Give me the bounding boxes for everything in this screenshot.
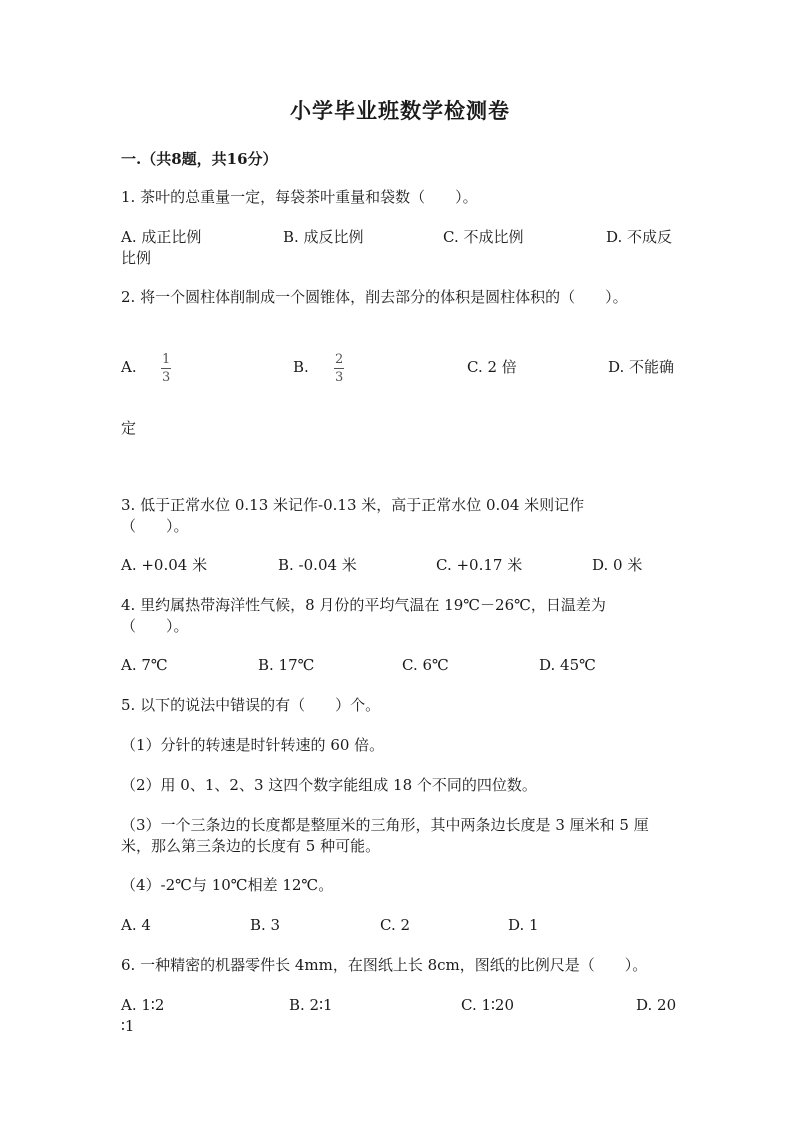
fraction-denominator: 3 — [335, 370, 344, 385]
question-4-option-c[interactable]: C. 6℃ — [402, 656, 449, 674]
question-2-option-c[interactable]: C. 2 倍 — [467, 358, 517, 376]
question-4-stem: 4. 里约属热带海洋性气候，8 月份的平均气温在 19℃－26℃，日温差为 — [121, 596, 606, 614]
question-1-option-b[interactable]: B. 成反比例 — [283, 228, 364, 246]
question-6-option-d[interactable]: D. 20 — [636, 996, 677, 1014]
question-5-statement-1: （1）分针的转速是时针转速的 60 倍。 — [121, 736, 385, 754]
question-2-option-d-wrap: 定 — [121, 419, 137, 437]
question-1-option-d[interactable]: D. 不成反 — [606, 228, 673, 246]
question-3-option-a[interactable]: A. +0.04 米 — [121, 556, 208, 574]
question-2-option-b[interactable]: B. — [293, 358, 309, 376]
question-5-statement-2: （2）用 0、1、2、3 这四个数字能组成 18 个不同的四位数。 — [121, 776, 537, 794]
fraction-numerator: 1 — [162, 352, 171, 367]
question-3-stem-wrap: （ ）。 — [121, 517, 189, 535]
fraction-numerator: 2 — [335, 352, 344, 367]
question-2-option-a-fraction — [161, 353, 171, 384]
question-1-stem: 1. 茶叶的总重量一定，每袋茶叶重量和袋数（ ）。 — [121, 188, 478, 206]
question-3-stem: 3. 低于正常水位 0.13 米记作-0.13 米，高于正常水位 0.04 米则记作 — [121, 496, 585, 514]
question-3-option-d[interactable]: D. 0 米 — [592, 556, 643, 574]
question-5-statement-3-wrap: 米，那么第三条边的长度有 5 种可能。 — [121, 837, 381, 855]
fraction-denominator: 3 — [162, 370, 171, 385]
question-5-statement-4: （4）-2℃与 10℃相差 12℃。 — [121, 876, 334, 894]
question-5-option-c[interactable]: C. 2 — [380, 916, 411, 934]
question-2-stem: 2. 将一个圆柱体削制成一个圆锥体，削去部分的体积是圆柱体积的（ ）。 — [121, 288, 628, 306]
question-6-option-c[interactable]: C. 1∶20 — [461, 996, 515, 1014]
question-5-option-a[interactable]: A. 4 — [121, 916, 151, 934]
question-5-option-b[interactable]: B. 3 — [250, 916, 281, 934]
question-4-option-a[interactable]: A. 7℃ — [121, 656, 168, 674]
question-6-option-d-wrap: ∶1 — [121, 1017, 135, 1035]
question-1-option-d-wrap: 比例 — [121, 249, 152, 267]
page-title: 小学毕业班数学检测卷 — [290, 98, 510, 123]
question-3-option-b[interactable]: B. -0.04 米 — [278, 556, 357, 574]
question-2-option-a[interactable]: A. — [121, 358, 137, 376]
question-6-stem: 6. 一种精密的机器零件长 4mm，在图纸上长 8cm，图纸的比例尺是（ ）。 — [121, 956, 648, 974]
question-4-option-b[interactable]: B. 17℃ — [258, 656, 315, 674]
question-2-option-d[interactable]: D. 不能确 — [608, 358, 675, 376]
question-4-stem-wrap: （ ）。 — [121, 617, 189, 635]
question-5-statement-3: （3）一个三条边的长度都是整厘米的三角形，其中两条边长度是 3 厘米和 5 厘 — [121, 816, 649, 834]
section-heading: 一.（共8题，共16分） — [121, 150, 278, 168]
question-5-stem: 5. 以下的说法中错误的有（ ）个。 — [121, 696, 381, 714]
question-2-option-b-fraction — [334, 353, 344, 384]
question-5-option-d[interactable]: D. 1 — [508, 916, 539, 934]
question-4-option-d[interactable]: D. 45℃ — [539, 656, 596, 674]
question-3-option-c[interactable]: C. +0.17 米 — [436, 556, 523, 574]
question-6-option-b[interactable]: B. 2∶1 — [289, 996, 333, 1014]
question-1-option-a[interactable]: A. 成正比例 — [121, 228, 202, 246]
question-6-option-a[interactable]: A. 1∶2 — [121, 996, 165, 1014]
question-1-option-c[interactable]: C. 不成比例 — [443, 228, 524, 246]
